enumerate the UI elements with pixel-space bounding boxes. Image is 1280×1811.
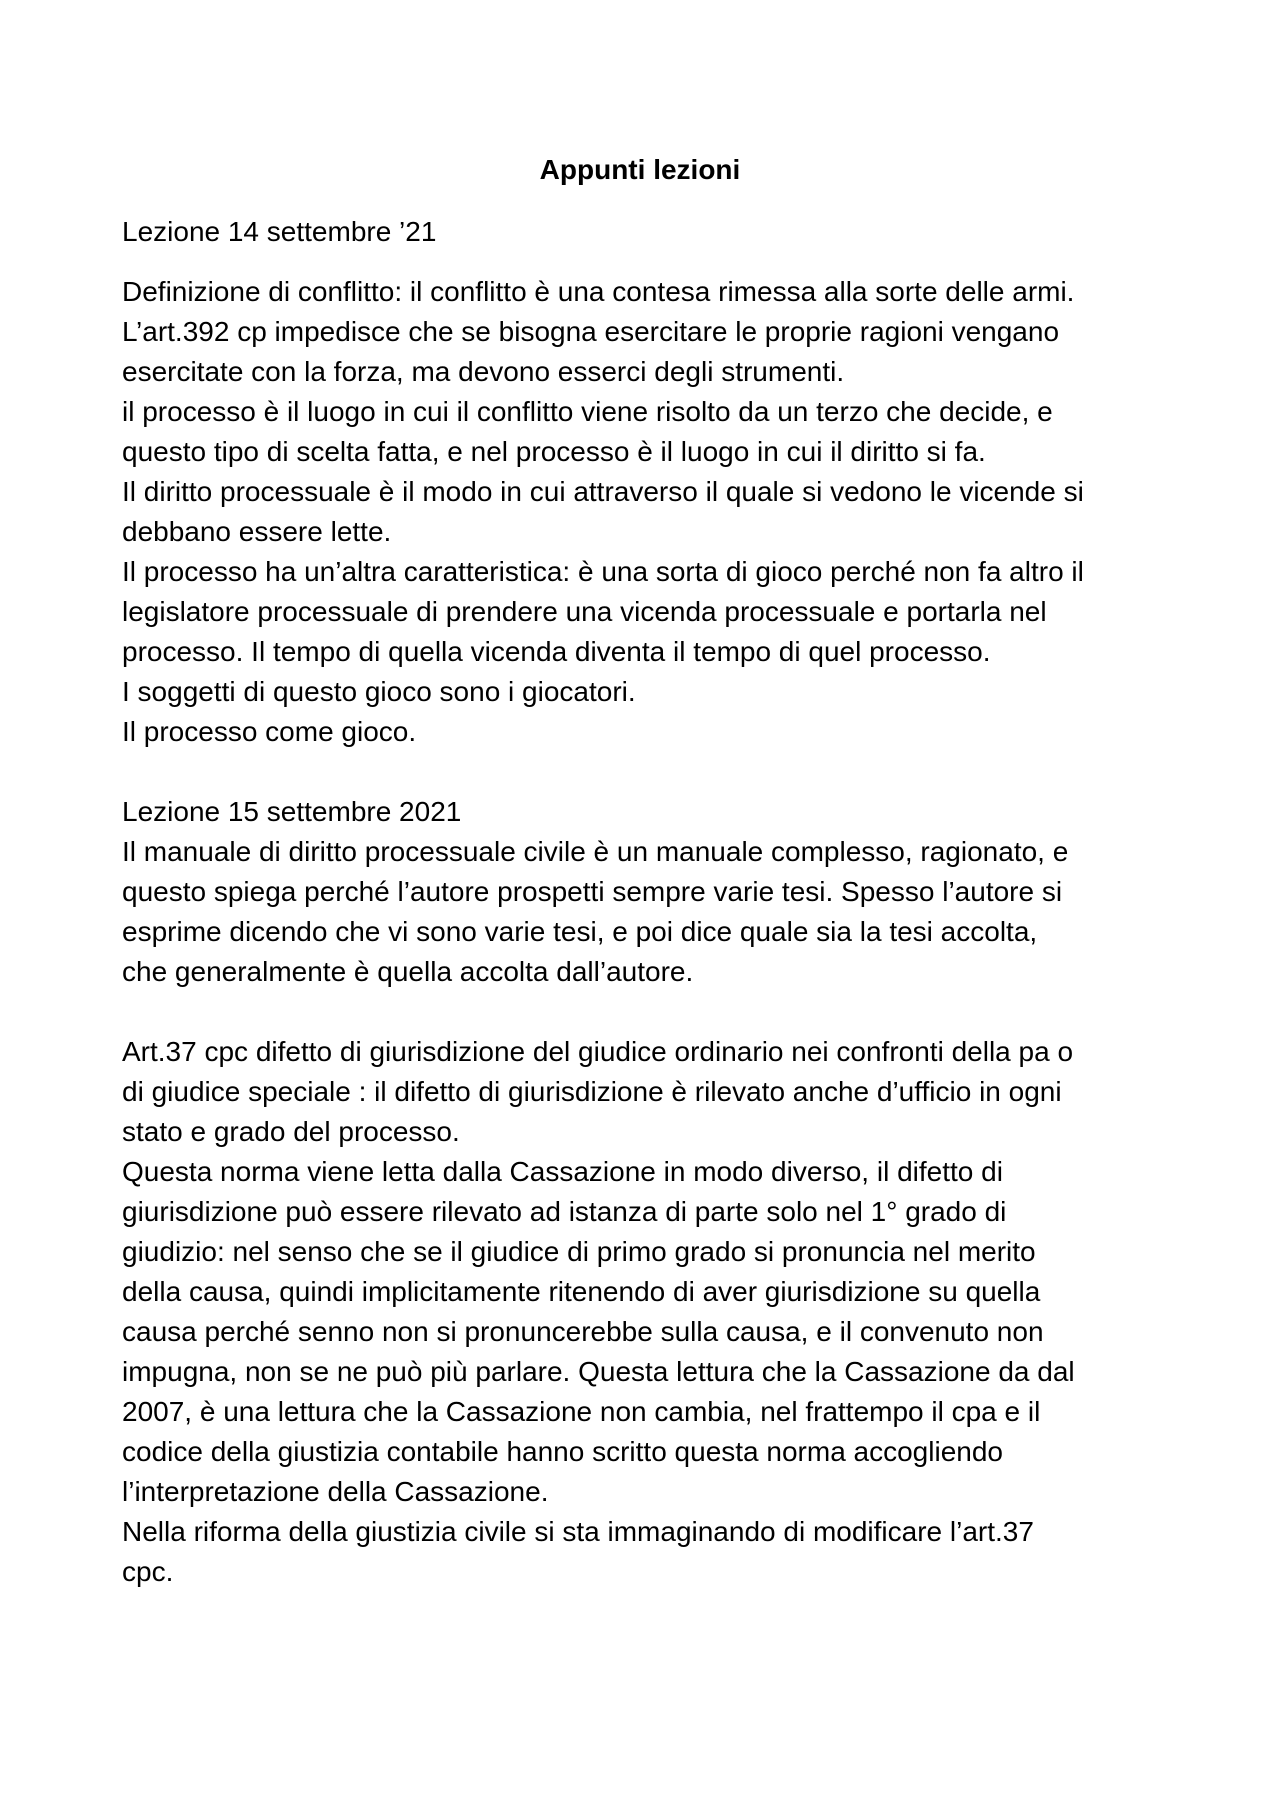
text-line: Art.37 cpc difetto di giurisdizione del giudice ordinario nei confronti della pa o <box>122 1036 1074 1067</box>
text-line: che generalmente è quella accolta dall’autore. <box>122 956 694 987</box>
page-title: Appunti lezioni <box>539 154 741 185</box>
text-line: giudizio: nel senso che se il giudice di primo grado si pronuncia nel merito <box>122 1236 1036 1267</box>
text-line: L’art.392 cp impedisce che se bisogna esercitare le proprie ragioni vengano <box>122 316 1060 347</box>
text-line: legislatore processuale di prendere una vicenda processuale e portarla nel <box>122 596 1047 627</box>
text-line: esprime dicendo che vi sono varie tesi, e poi dice quale sia la tesi accolta, <box>122 916 1038 947</box>
text-line: Questa norma viene letta dalla Cassazione in modo diverso, il difetto di <box>122 1156 1003 1187</box>
text-line: Il manuale di diritto processuale civile è un manuale complesso, ragionato, e <box>122 836 1069 867</box>
text-line: Definizione di conflitto: il conflitto è una contesa rimessa alla sorte delle armi. <box>122 276 1075 307</box>
spacer <box>122 752 1182 792</box>
text-line: questo tipo di scelta fatta, e nel processo è il luogo in cui il diritto si fa. <box>122 436 986 467</box>
spacer <box>122 992 1182 1032</box>
text-line: processo. Il tempo di quella vicenda diventa il tempo di quel processo. <box>122 636 991 667</box>
text-line: impugna, non se ne può più parlare. Questa lettura che la Cassazione da dal <box>122 1356 1075 1387</box>
lesson2-paragraph-1 <box>122 832 1182 992</box>
text-line: esercitate con la forza, ma devono esserci degli strumenti. <box>122 356 845 387</box>
lesson2-paragraph-2 <box>122 1032 1182 1592</box>
text-line: I soggetti di questo gioco sono i giocatori. <box>122 676 636 707</box>
text-line: Il processo ha un’altra caratteristica: è una sorta di gioco perché non fa altro il <box>122 556 1084 587</box>
text-line: il processo è il luogo in cui il conflitto viene risolto da un terzo che decide, e <box>122 396 1053 427</box>
text-line: debbano essere lette. <box>122 516 392 547</box>
text-line: stato e grado del processo. <box>122 1116 460 1147</box>
text-line: Il diritto processuale è il modo in cui attraverso il quale si vedono le vicende si <box>122 476 1084 507</box>
text-line: Nella riforma della giustizia civile si sta immaginando di modificare l’art.37 <box>122 1516 1034 1547</box>
lesson-heading: Lezione 15 settembre 2021 <box>122 796 462 827</box>
text-line: causa perché senno non si pronuncerebbe sulla causa, e il convenuto non <box>122 1316 1044 1347</box>
text-line: codice della giustizia contabile hanno scritto questa norma accogliendo <box>122 1436 1003 1467</box>
text-line: giurisdizione può essere rilevato ad istanza di parte solo nel 1° grado di <box>122 1196 1007 1227</box>
text-line: della causa, quindi implicitamente ritenendo di aver giurisdizione su quella <box>122 1276 1041 1307</box>
text-line: questo spiega perché l’autore prospetti sempre varie tesi. Spesso l’autore si <box>122 876 1063 907</box>
text-line: di giudice speciale : il difetto di giurisdizione è rilevato anche d’ufficio in ogni <box>122 1076 1062 1107</box>
text-line: 2007, è una lettura che la Cassazione non cambia, nel frattempo il cpa e il <box>122 1396 1041 1427</box>
text-line: Il processo come gioco. <box>122 716 417 747</box>
lesson-heading: Lezione 14 settembre ’21 <box>122 216 437 247</box>
document-body <box>122 212 1182 1592</box>
text-line: l’interpretazione della Cassazione. <box>122 1476 549 1507</box>
spacer <box>122 252 1182 272</box>
lesson1-paragraph <box>122 272 1182 752</box>
text-line: cpc. <box>122 1556 174 1587</box>
